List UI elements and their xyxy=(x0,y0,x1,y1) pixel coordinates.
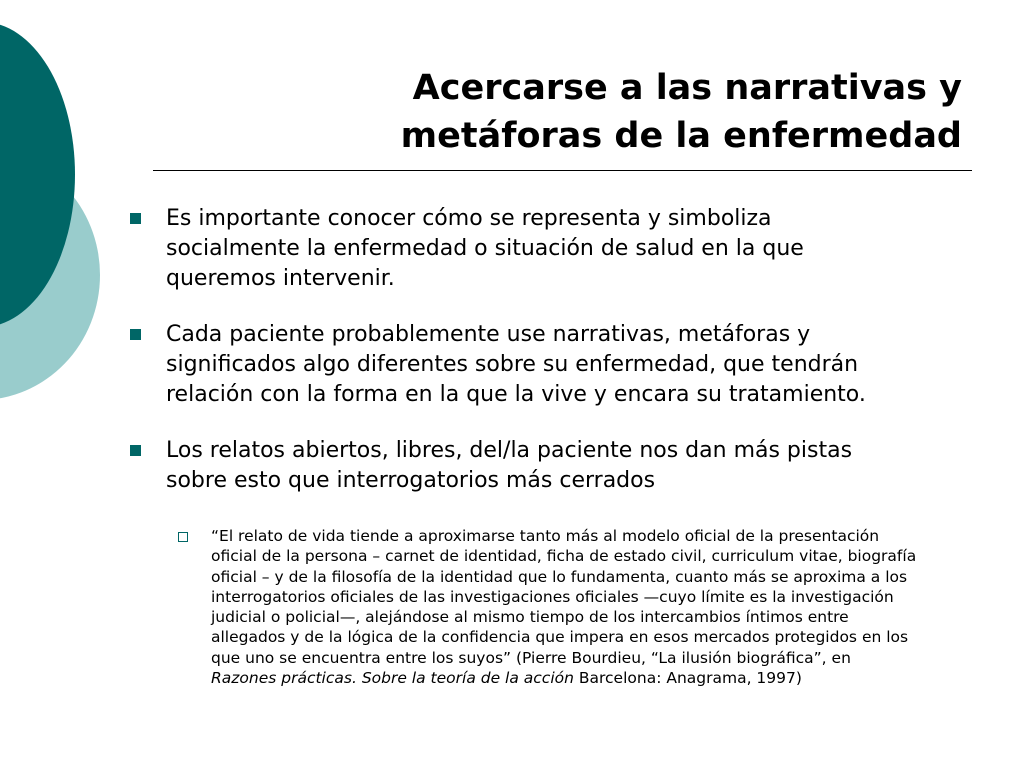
bullet-text xyxy=(166,204,1000,294)
bullet-line: Cada paciente probablemente use narrativas, metáforas y xyxy=(166,322,811,347)
bullet-line: Los relatos abiertos, libres, del/la paciente nos dan más pistas xyxy=(166,438,853,463)
bullet-line: queremos intervenir. xyxy=(166,266,395,291)
title-line: Acercarse a las narrativas y xyxy=(412,68,962,108)
citation-rest: Barcelona: Anagrama, 1997) xyxy=(573,669,802,688)
square-bullet-icon xyxy=(130,329,141,340)
bullet-text xyxy=(166,436,1000,496)
square-bullet-icon xyxy=(130,445,141,456)
bullet-line: significados algo diferentes sobre su enfermedad, que tendrán xyxy=(166,352,859,377)
bullet-line: relación con la forma en la que la vive y encara su tratamiento. xyxy=(166,382,866,407)
title-line: metáforas de la enfermedad xyxy=(400,116,962,156)
quote-line: que uno se encuentra entre los suyos” (Pierre Bourdieu, “La ilusión biográfica”, en xyxy=(211,648,851,667)
slide-title xyxy=(300,64,962,160)
quote-line: oficial de la persona – carnet de identidad, ficha de estado civil, curriculum vitae, biografía xyxy=(211,547,917,566)
bullet-item xyxy=(130,204,1000,294)
bullet-item xyxy=(130,320,1000,410)
quote-line-citation xyxy=(211,668,1001,688)
bullet-list xyxy=(130,204,1000,522)
bullet-line: socialmente la enfermedad o situación de salud en la que xyxy=(166,236,804,261)
square-bullet-icon xyxy=(130,213,141,224)
bullet-item xyxy=(130,436,1000,496)
quote-line: “El relato de vida tiende a aproximarse tanto más al modelo oficial de la presentación xyxy=(211,527,880,545)
bullet-line: Es importante conocer cómo se representa y simboliza xyxy=(166,206,772,231)
quote-line: interrogatorios oficiales de las investigaciones oficiales —cuyo límite es la investigación xyxy=(211,587,894,606)
quote-line: allegados y de la lógica de la confidencia que impera en esos mercados protegidos en los xyxy=(211,628,909,647)
quote-line: judicial o policial—, alejándose al mismo tiempo de los intercambios íntimos entre xyxy=(211,608,849,627)
quote-line: oficial – y de la filosofía de la identidad que lo fundamenta, cuanto más se aproxima a los xyxy=(211,567,908,586)
title-divider xyxy=(153,170,972,171)
bullet-text xyxy=(166,320,1000,410)
book-title: Razones prácticas. Sobre la teoría de la acción xyxy=(211,669,574,688)
quote-text xyxy=(211,526,1001,688)
hollow-square-bullet-icon xyxy=(178,532,188,542)
bullet-line: sobre esto que interrogatorios más cerrados xyxy=(166,468,656,493)
